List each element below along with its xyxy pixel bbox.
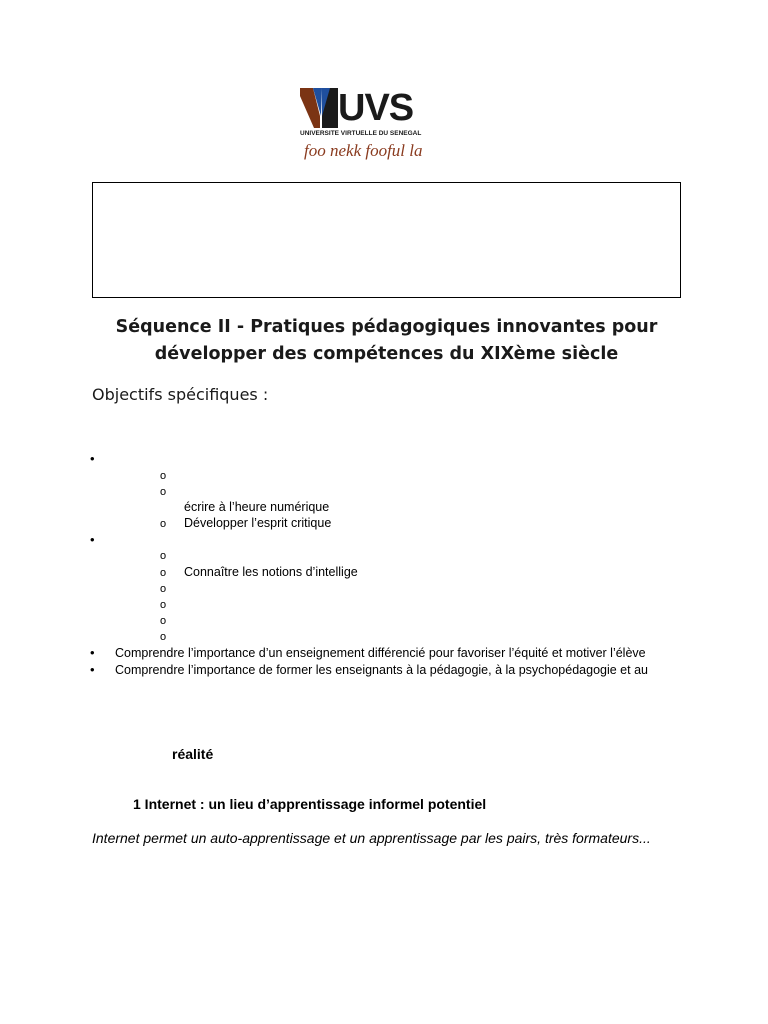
- logo-slogan: foo nekk fooful la: [304, 141, 423, 160]
- list-item-enseignement-differencie: Comprendre l’importance d’un enseignement différencié pour favoriser l’équité et motiver l’élève: [115, 646, 646, 660]
- list-bullet: •: [90, 451, 95, 466]
- list-item-esprit-critique: Développer l’esprit critique: [184, 516, 332, 530]
- sub-list-circle: o: [160, 615, 167, 627]
- sub-list-circle: o: [160, 631, 167, 643]
- empty-frame-box: [92, 182, 681, 298]
- list-item-connaitre: Connaître les notions d’intellige: [184, 565, 358, 579]
- uvs-logo-mark-icon: [300, 86, 340, 130]
- sub-list-circle: o: [160, 486, 167, 498]
- sub-list-circle: o: [160, 518, 167, 530]
- realite-text: réalité: [172, 746, 214, 762]
- sub-list-circle: o: [160, 599, 167, 611]
- objectives-heading: Objectifs spécifiques :: [92, 385, 269, 404]
- list-item-ecrire: écrire à l’heure numérique: [184, 500, 330, 514]
- sequence-title-line-2: développer des compétences du XIXème siècle: [154, 344, 619, 364]
- uvs-logo: [300, 86, 442, 166]
- list-bullet: •: [90, 645, 95, 660]
- list-bullet: •: [90, 532, 95, 547]
- logo-subtitle: UNIVERSITE VIRTUELLE DU SENEGAL: [300, 130, 422, 137]
- sequence-title-line-1: Séquence II - Pratiques pédagogiques innovantes pour: [115, 317, 658, 337]
- sub-list-circle: o: [160, 583, 167, 595]
- sequence-title: [92, 314, 681, 368]
- sub-list-circle: o: [160, 550, 167, 562]
- sub-list-circle: o: [160, 470, 167, 482]
- list-item-former-enseignants: Comprendre l’importance de former les enseignants à la pédagogie, à la psychopédagogie et au: [115, 663, 648, 677]
- internet-paragraph: Internet permet un auto-apprentissage et un apprentissage par les pairs, très formateurs...: [92, 830, 651, 846]
- sub-list-circle: o: [160, 567, 167, 579]
- list-bullet: •: [90, 662, 95, 677]
- section-heading-internet: 1 Internet : un lieu d’apprentissage informel potentiel: [133, 796, 487, 812]
- logo-brand-text: UVS: [338, 87, 414, 129]
